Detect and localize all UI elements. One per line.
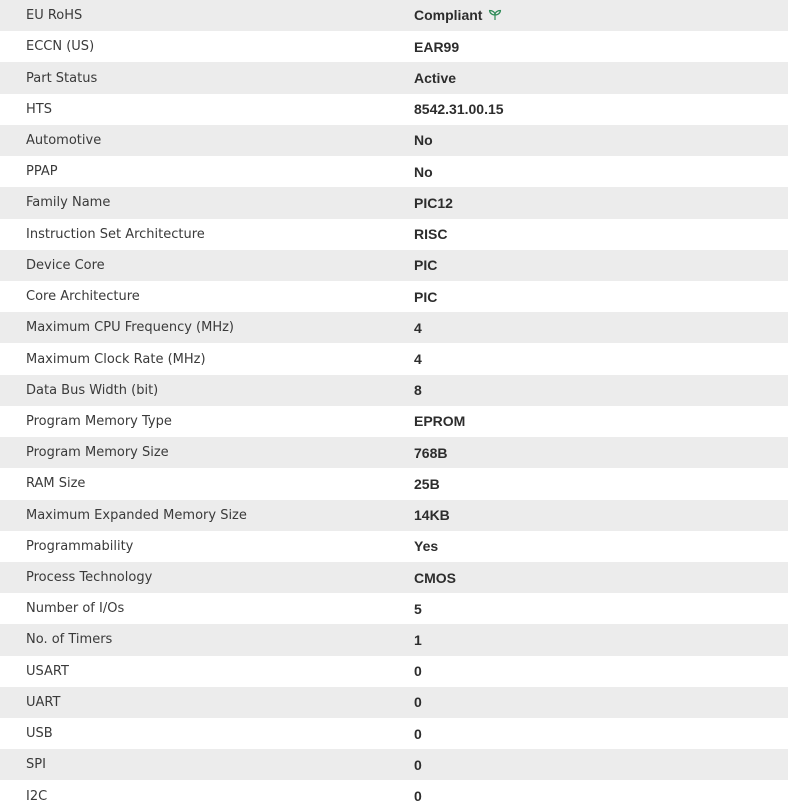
spec-row-program-memory-size bbox=[0, 437, 788, 468]
spec-value: 768B bbox=[414, 444, 448, 461]
spec-label: Device Core bbox=[26, 257, 105, 273]
spec-label: SPI bbox=[26, 757, 46, 773]
spec-value: 25B bbox=[414, 475, 440, 492]
spec-value: 5 bbox=[414, 600, 422, 617]
spec-value: Active bbox=[414, 70, 457, 87]
spec-value: 0 bbox=[414, 663, 422, 680]
spec-value: No bbox=[414, 163, 433, 180]
spec-value: PIC12 bbox=[414, 194, 453, 211]
spec-value: EAR99 bbox=[414, 38, 460, 55]
spec-row-eu-rohs bbox=[0, 0, 788, 31]
spec-row-uart bbox=[0, 687, 788, 718]
spec-label: No. of Timers bbox=[26, 632, 113, 648]
spec-value: 4 bbox=[414, 351, 422, 368]
spec-row-max-clock-rate bbox=[0, 343, 788, 374]
spec-row-program-memory-type bbox=[0, 406, 788, 437]
spec-row-eccn bbox=[0, 31, 788, 62]
spec-row-max-expanded-memory bbox=[0, 500, 788, 531]
spec-row-ppap bbox=[0, 156, 788, 187]
spec-row-automotive bbox=[0, 125, 788, 156]
spec-value: Compliant bbox=[414, 7, 483, 24]
spec-row-process-technology bbox=[0, 562, 788, 593]
spec-row-number-of-ios bbox=[0, 593, 788, 624]
spec-value-cell bbox=[414, 0, 788, 31]
spec-row-usart bbox=[0, 656, 788, 687]
spec-row-programmability bbox=[0, 531, 788, 562]
spec-value: 0 bbox=[414, 788, 422, 805]
spec-label: EU RoHS bbox=[26, 8, 83, 24]
spec-row-family-name bbox=[0, 187, 788, 218]
spec-label: Family Name bbox=[26, 195, 111, 211]
spec-value: 0 bbox=[414, 694, 422, 711]
spec-row-device-core bbox=[0, 250, 788, 281]
spec-label: Maximum Expanded Memory Size bbox=[26, 507, 247, 523]
spec-label: Maximum CPU Frequency (MHz) bbox=[26, 320, 234, 336]
spec-value: CMOS bbox=[414, 569, 456, 586]
spec-label: I2C bbox=[26, 788, 48, 804]
spec-value: 14KB bbox=[414, 507, 450, 524]
spec-row-timers bbox=[0, 624, 788, 655]
spec-label: UART bbox=[26, 694, 61, 710]
spec-value: 1 bbox=[414, 631, 422, 648]
spec-label: RAM Size bbox=[26, 476, 86, 492]
spec-label: USB bbox=[26, 726, 53, 742]
spec-label: Data Bus Width (bit) bbox=[26, 382, 159, 398]
spec-row-part-status bbox=[0, 62, 788, 93]
spec-label: HTS bbox=[26, 101, 52, 117]
spec-row-spi bbox=[0, 749, 788, 780]
spec-label: Automotive bbox=[26, 132, 102, 148]
spec-value: No bbox=[414, 132, 433, 149]
spec-row-hts bbox=[0, 94, 788, 125]
spec-row-data-bus-width bbox=[0, 375, 788, 406]
spec-label: Instruction Set Architecture bbox=[26, 226, 205, 242]
spec-row-i2c bbox=[0, 780, 788, 811]
spec-label: ECCN (US) bbox=[26, 39, 95, 55]
spec-value: PIC bbox=[414, 257, 438, 274]
spec-label: Number of I/Os bbox=[26, 601, 125, 617]
spec-label: Process Technology bbox=[26, 570, 153, 586]
spec-value: RISC bbox=[414, 226, 448, 243]
spec-label: Program Memory Size bbox=[26, 445, 169, 461]
spec-value: EPROM bbox=[414, 413, 466, 430]
spec-value: 0 bbox=[414, 756, 422, 773]
spec-value: Yes bbox=[414, 538, 439, 555]
spec-label: Program Memory Type bbox=[26, 413, 172, 429]
spec-label: Part Status bbox=[26, 70, 98, 86]
spec-row-core-architecture bbox=[0, 281, 788, 312]
spec-row-isa bbox=[0, 219, 788, 250]
spec-value: 8542.31.00.15 bbox=[414, 101, 504, 118]
spec-label: PPAP bbox=[26, 164, 58, 180]
spec-row-usb bbox=[0, 718, 788, 749]
spec-value: 0 bbox=[414, 725, 422, 742]
spec-value: PIC bbox=[414, 288, 438, 305]
spec-row-max-cpu-frequency bbox=[0, 312, 788, 343]
spec-label: USART bbox=[26, 663, 69, 679]
spec-label: Programmability bbox=[26, 538, 134, 554]
spec-row-ram-size bbox=[0, 468, 788, 499]
spec-label: Core Architecture bbox=[26, 289, 140, 305]
leaf-icon bbox=[488, 8, 502, 24]
spec-value: 4 bbox=[414, 319, 422, 336]
spec-label: Maximum Clock Rate (MHz) bbox=[26, 351, 206, 367]
spec-value: 8 bbox=[414, 382, 422, 399]
